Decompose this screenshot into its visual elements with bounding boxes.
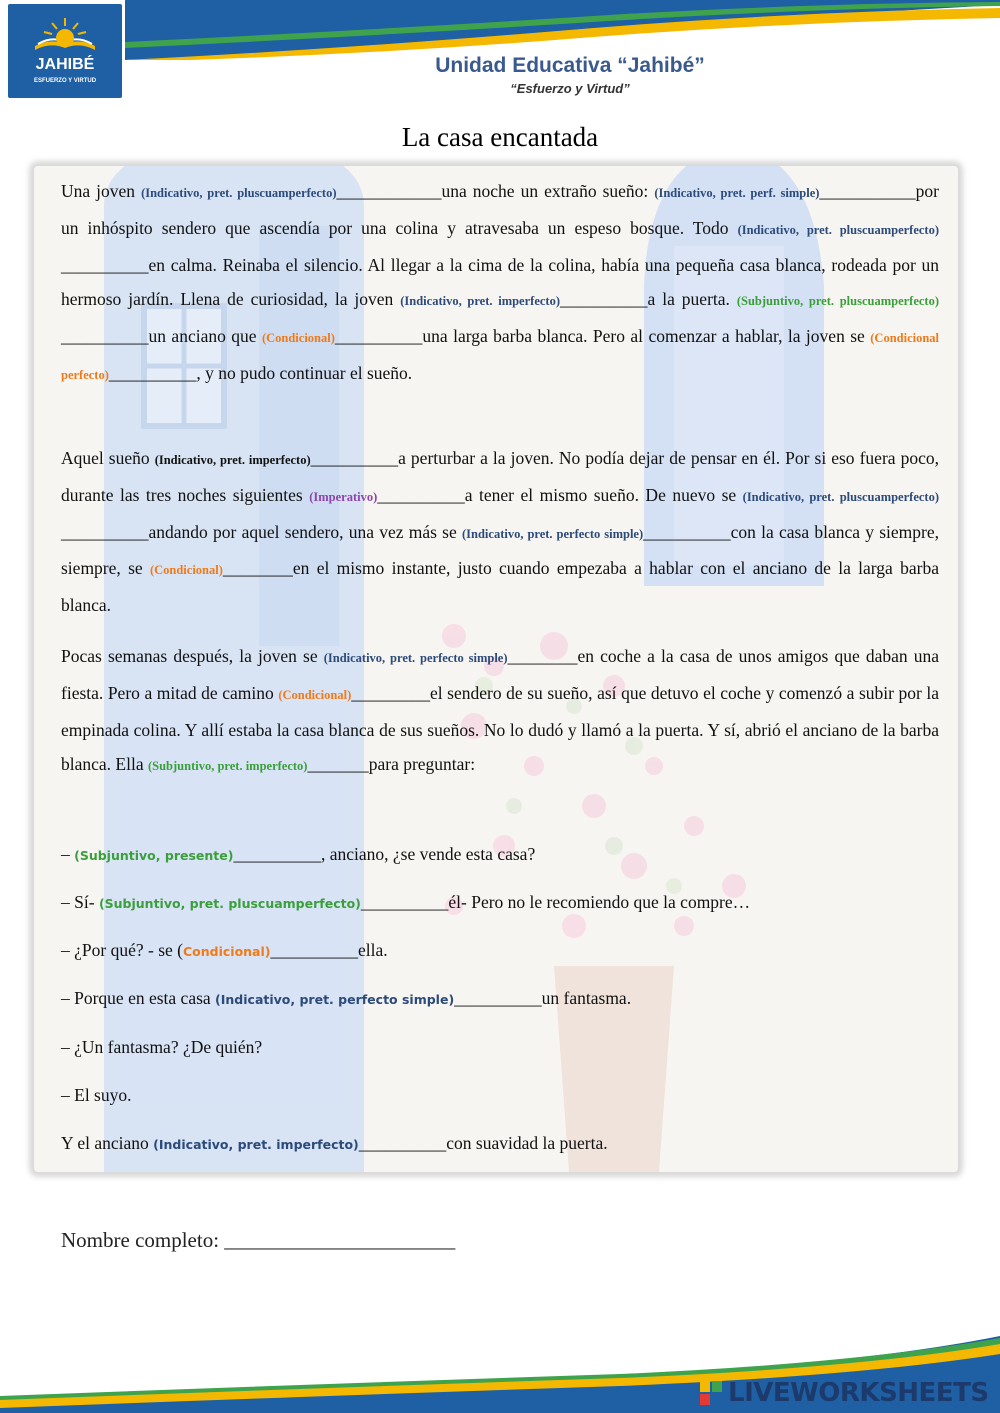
text: a tener el mismo sueño. De nuevo se [464,484,743,505]
hint-tag: (Subjuntivo, pret. pluscuamperfecto) [98,896,361,911]
hint-tag: (Condicional) [261,331,335,346]
text: ella. [358,940,388,960]
text: – Porque en esta casa [61,988,216,1008]
answer-blank[interactable]: ________ [222,558,293,579]
answer-blank[interactable]: __________ [358,1133,447,1153]
answer-blank[interactable]: ________ [507,646,578,666]
text: a la puerta. [647,289,737,310]
text: una noche un extraño sueño: [441,181,655,201]
dialogue-line [61,839,939,869]
text: Aquel sueño [61,448,155,468]
hint-tag: (Indicativo, pret. perfecto simple) [462,526,644,541]
text: con suavidad la puerta. [446,1133,608,1153]
hint-tag: (Subjuntivo, pret. imperfecto) [147,759,308,774]
hint-tag: Condicional) [182,944,271,959]
page-title: La casa encantada [401,122,599,152]
answer-blank[interactable]: __________ [360,892,449,912]
hint-tag: (Indicativo, pret. imperfecto) [154,453,311,467]
text: – [61,844,75,864]
text: en el mismo instante, justo cuando empezaba a hablar con el anciano de la larga barba blanca. [61,558,939,616]
answer-blank[interactable]: __________ [643,521,731,542]
answer-blank[interactable]: __________ [61,521,149,542]
text: Una joven [61,181,142,201]
answer-blank[interactable]: _________ [351,682,430,703]
text: un fantasma. [541,988,632,1008]
text: una larga barba blanca. Pero al comenzar a hablar, la joven se [422,326,871,347]
dialogue-line [61,887,939,917]
text: – ¿Por qué? - se ( [61,940,183,960]
hint-tag: (Imperativo) [309,489,378,504]
text: , anciano, ¿se vende esta casa? [320,844,536,864]
hint-tag: (Subjuntivo, presente) [74,848,234,863]
text: un anciano que [148,326,262,347]
header-banner [125,0,1000,60]
text: en calma. Reinaba el silencio. Al llegar a la cima de la colina, había una pequeña casa blanca, rodeada por un hermoso jardín. Llena de curiosidad, la joven [61,254,939,310]
dialogue-line [61,1128,939,1158]
hint-tag: (Indicativo, pret. pluscuamperfecto) [742,489,939,504]
text: él- Pero no le recomiendo que la compre… [448,892,751,912]
liveworksheets-brand [700,1378,989,1408]
hint-tag: (Condicional perfecto) [61,331,940,382]
answer-blank[interactable]: __________ [108,362,197,383]
paragraph-2 [61,441,939,623]
answer-blank[interactable]: __________ [377,484,465,505]
sun-book-icon [30,16,100,52]
dialogue-line [61,983,939,1013]
paragraph-1 [61,174,939,393]
brand-text: LIVEWORKSHEETS [728,1378,989,1408]
answer-blank[interactable]: __________ [310,448,399,468]
logo-text: JAHIBÉ [35,56,95,73]
text: en coche a la casa de unos amigos que daban una fiesta. Pero a mitad de camino [61,646,940,703]
text: por un inhóspito sendero que ascendía por una colina y atravesaba un espeso bosque. Todo [61,181,939,238]
text: Pocas semanas después, la joven se [61,646,324,666]
hint-tag: (Indicativo, pret. pluscuamperfecto) [141,186,337,200]
school-logo [8,4,122,98]
text: el sendero de su sueño, así que detuvo el coche y comenzó a subir por la empinada colina. Y allí estaba la casa blanca de sus sueños. No lo dudó y llamó a la puerta. Y sí, abrió el anciano de la barba blanca. Ella [61,682,939,775]
hint-tag: (Indicativo, pret. perf. simple) [654,186,820,200]
school-name: Unidad Educativa “Jahibé” [435,54,705,77]
dialogue-line: – El suyo. [61,1085,132,1105]
text: andando por aquel sendero, una vez más se [148,521,462,542]
text: , y no pudo continuar el sueño. [196,362,413,383]
hint-tag: (Indicativo, pret. perfecto simple) [215,992,455,1007]
answer-blank[interactable]: __________ [560,289,648,310]
text: Y el anciano [61,1133,154,1153]
hint-tag: (Condicional) [278,687,352,702]
answer-blank[interactable]: __________ [454,988,542,1008]
dialogue-line: – ¿Un fantasma? ¿De quién? [61,1037,263,1057]
text: a perturbar a la joven. No podía dejar de pensar en él. Por si eso fuera poco, durante las tres noches siguientes [61,448,939,505]
hint-tag: (Indicativo, pret. perfecto simple) [323,651,508,665]
school-motto: “Esfuerzo y Virtud” [510,81,630,96]
text: para preguntar: [368,754,476,775]
answer-blank[interactable]: __________ [61,326,149,347]
answer-blank[interactable]: __________ [61,254,149,275]
hint-tag: (Condicional) [149,563,223,578]
full-name-field[interactable]: Nombre completo: ______________________ [61,1228,456,1252]
dialogue-line [61,935,939,965]
hint-tag: (Subjuntivo, pret. pluscuamperfecto) [736,294,939,309]
text: con la casa blanca y siempre, siempre, se [61,521,939,579]
logo-motto: ESFUERZO Y VIRTUD [33,78,97,84]
answer-blank[interactable]: __________ [233,844,321,864]
liveworksheets-icon [700,1381,722,1405]
paragraph-3 [61,639,939,784]
hint-tag: (Indicativo, pret. pluscuamperfecto) [737,222,939,237]
hint-tag: (Indicativo, pret. imperfecto) [153,1137,359,1152]
answer-blank[interactable]: __________ [334,326,423,347]
answer-blank[interactable]: __________ [270,940,358,960]
answer-blank[interactable]: ____________ [336,181,442,201]
hint-tag: (Indicativo, pret. imperfecto) [400,294,560,309]
answer-blank[interactable]: ___________ [819,181,916,201]
answer-blank[interactable]: _______ [307,754,369,775]
text: – Sí- [61,892,99,912]
